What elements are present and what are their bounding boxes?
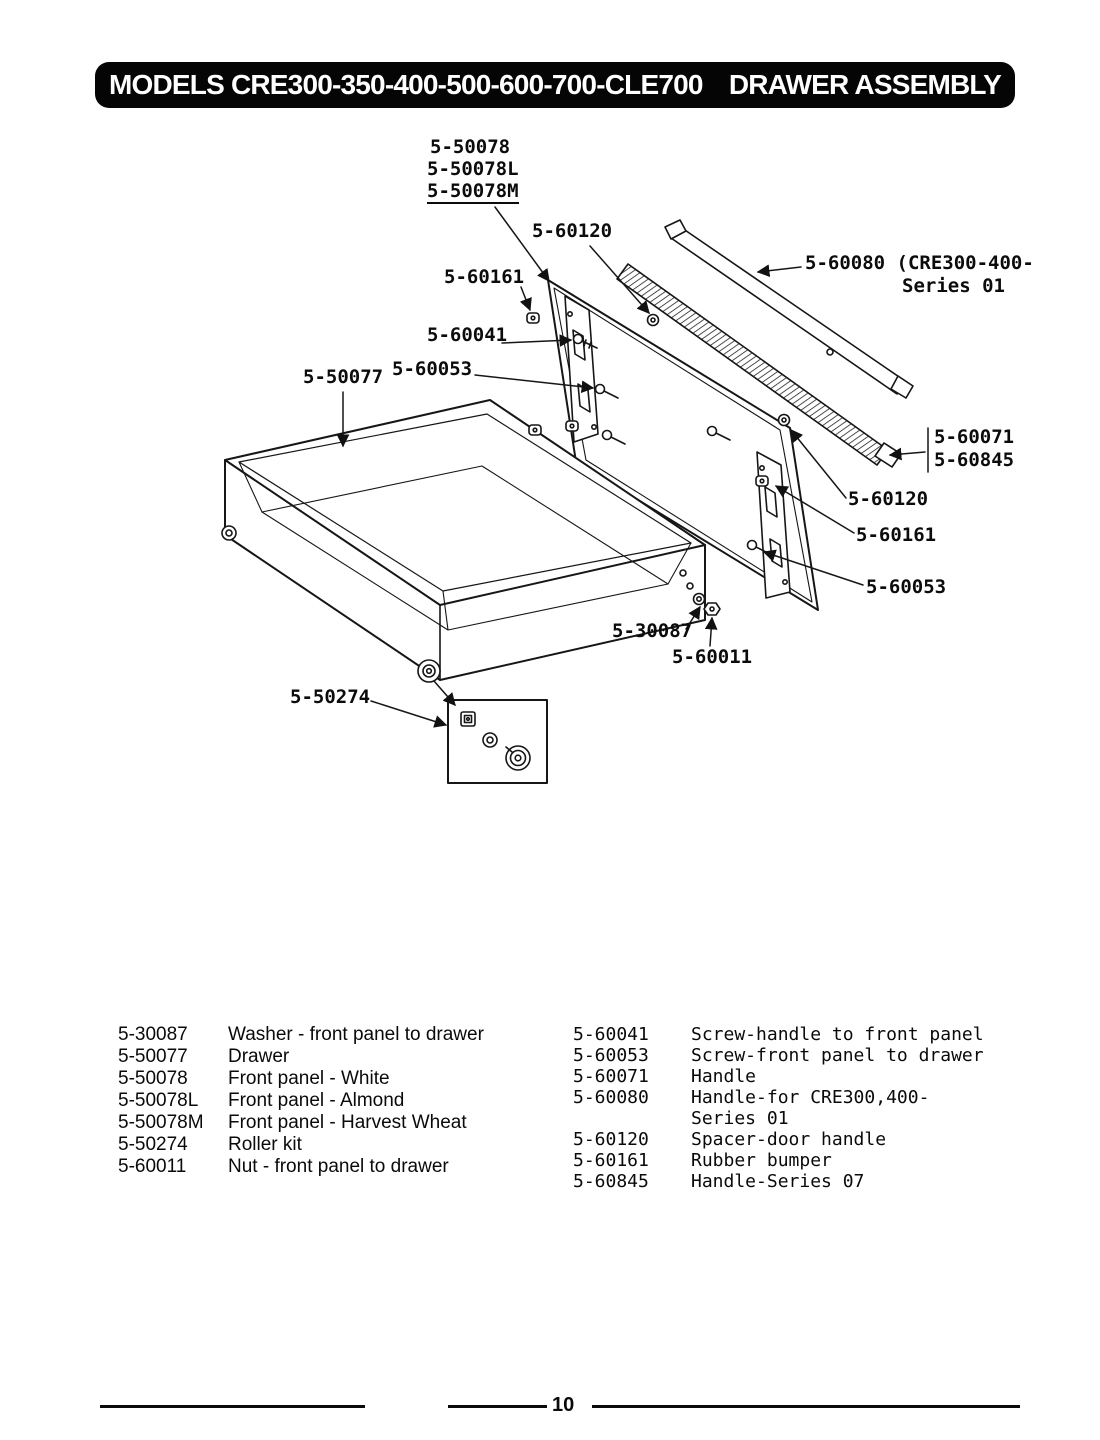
part-description: Washer - front panel to drawer <box>228 1024 484 1045</box>
part-label-60120-right: 5-60120 <box>848 488 929 510</box>
part-number-spacer <box>573 1108 691 1129</box>
parts-list-right-column <box>573 1024 1068 1192</box>
part-description: Spacer-door handle <box>691 1129 887 1150</box>
part-label-50078L: 5-50078L <box>427 158 519 180</box>
part-description: Handle-for CRE300,400- <box>691 1087 930 1108</box>
part-label-60071: 5-60071 <box>934 426 1015 448</box>
part-number: 5-50078M <box>118 1112 204 1133</box>
parts-row <box>573 1066 1068 1087</box>
part-label-50274: 5-50274 <box>290 686 371 708</box>
part-description: Screw-handle to front panel <box>691 1024 984 1045</box>
parts-row <box>573 1171 1068 1192</box>
parts-row <box>573 1045 1068 1066</box>
part-number: 5-50078L <box>118 1090 199 1111</box>
part-label-60041: 5-60041 <box>427 324 508 346</box>
part-number: 5-60011 <box>118 1156 187 1177</box>
part-description: Rubber bumper <box>691 1150 832 1171</box>
roller-kit-inset-drawing <box>448 700 547 783</box>
part-description: Handle <box>691 1066 757 1087</box>
part-description: Drawer <box>228 1046 290 1067</box>
page-title: DRAWER ASSEMBLY <box>728 69 1001 100</box>
part-label-60080: 5-60080 (CRE300-400- <box>805 252 1034 274</box>
part-description: Front panel - White <box>228 1068 390 1089</box>
part-description-continued: Series 01 <box>691 1108 789 1129</box>
part-number: 5-60071 <box>573 1066 649 1087</box>
parts-row-continuation <box>573 1108 1068 1129</box>
part-label-60053-right: 5-60053 <box>866 576 947 598</box>
part-description: Roller kit <box>228 1134 302 1155</box>
part-number: 5-30087 <box>118 1024 188 1045</box>
parts-row <box>573 1024 1068 1045</box>
part-description: Front panel - Harvest Wheat <box>228 1112 467 1133</box>
part-number: 5-60053 <box>573 1045 649 1066</box>
part-number: 5-60845 <box>573 1171 649 1192</box>
part-label-60053-left: 5-60053 <box>392 358 473 380</box>
parts-row <box>118 1156 573 1178</box>
footer-rule-right <box>592 1405 1020 1408</box>
part-number: 5-60080 <box>573 1087 649 1108</box>
part-number: 5-60120 <box>573 1129 649 1150</box>
parts-row <box>118 1090 573 1112</box>
parts-row <box>118 1046 573 1068</box>
part-number: 5-60041 <box>573 1024 649 1045</box>
parts-list <box>118 1024 1068 1192</box>
parts-row <box>573 1150 1068 1171</box>
parts-row <box>118 1112 573 1134</box>
part-description: Handle-Series 07 <box>691 1171 865 1192</box>
part-description: Screw-front panel to drawer <box>691 1045 984 1066</box>
handle-rail-60080-drawing <box>665 220 913 398</box>
part-number: 5-60161 <box>573 1150 649 1171</box>
part-label-60011: 5-60011 <box>672 646 753 668</box>
part-label-50077: 5-50077 <box>303 366 384 388</box>
footer-rule-middle <box>448 1405 547 1408</box>
part-number: 5-50078 <box>118 1068 188 1089</box>
part-number: 5-50274 <box>118 1134 188 1155</box>
models-list: MODELS CRE300-350-400-500-600-700-CLE700 <box>109 69 703 100</box>
part-label-50078: 5-50078 <box>430 136 511 158</box>
parts-row <box>573 1129 1068 1150</box>
part-description: Nut - front panel to drawer <box>228 1156 449 1177</box>
parts-row <box>118 1068 573 1090</box>
part-label-60161-top: 5-60161 <box>444 266 525 288</box>
part-description: Front panel - Almond <box>228 1090 405 1111</box>
part-label-60161-right: 5-60161 <box>856 524 937 546</box>
part-label-60080-series: Series 01 <box>902 275 1005 297</box>
page-number: 10 <box>552 1394 575 1416</box>
part-label-30087: 5-30087 <box>612 620 693 642</box>
part-label-50078M: 5-50078M <box>427 180 519 202</box>
parts-row <box>573 1087 1068 1108</box>
footer-rule-left <box>100 1405 365 1408</box>
part-number: 5-50077 <box>118 1046 188 1067</box>
parts-row <box>118 1024 573 1046</box>
parts-row <box>118 1134 573 1156</box>
parts-list-left-column <box>118 1024 573 1192</box>
part-label-60845: 5-60845 <box>934 449 1015 471</box>
part-label-60120-top: 5-60120 <box>532 220 613 242</box>
